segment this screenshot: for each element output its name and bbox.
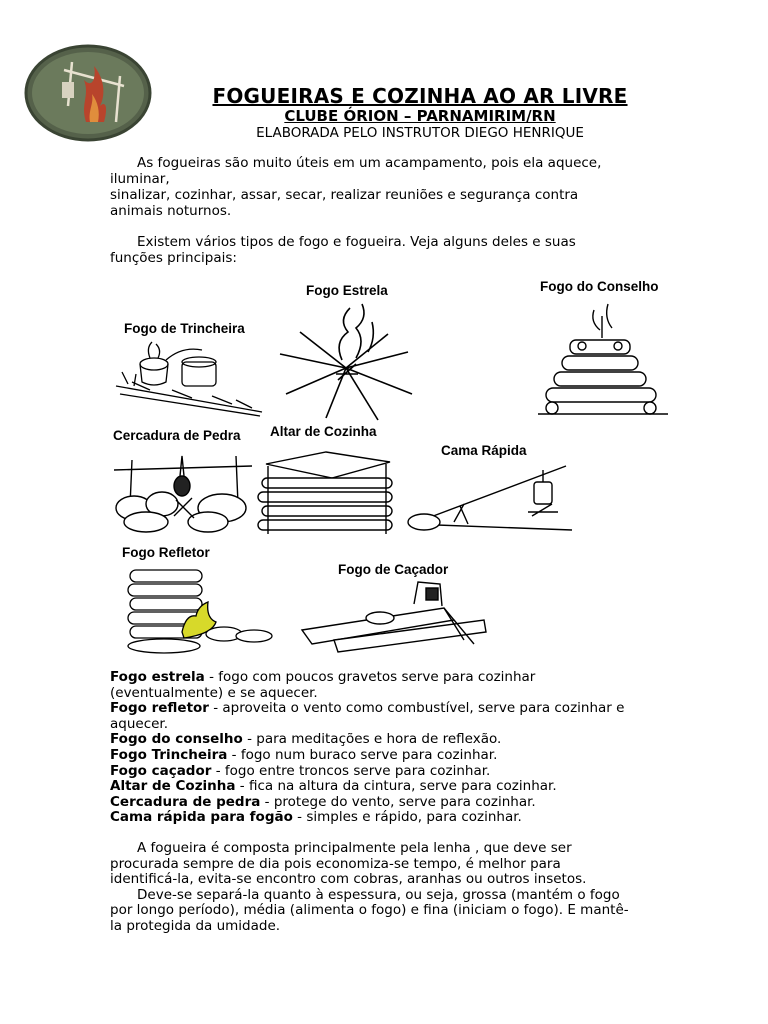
definition-text: - fogo com poucos gravetos serve para cozinhar: [204, 669, 536, 685]
cooking-altar-illustration: [254, 448, 398, 540]
closing-line: por longo período), média (alimenta o fogo) e fina (iniciam o fogo). E mantê-: [110, 902, 629, 919]
closing-line: A fogueira é composta principalmente pela lenha , que deve ser: [137, 840, 572, 856]
intro2-line: Existem vários tipos de fogo e fogueira. Veja alguns deles e suas: [137, 234, 576, 250]
closing-line: procurada sempre de dia pois economiza-se tempo, é melhor para: [110, 855, 561, 872]
intro-line: sinalizar, cozinhar, assar, secar, realizar reuniões e segurança contra: [110, 187, 579, 203]
definition-continuation: aquecer.: [110, 715, 169, 732]
closing-paragraphs: [110, 841, 670, 935]
definition-text: - protege do vento, serve para cozinhar.: [260, 793, 536, 810]
definition-item: [110, 732, 690, 748]
intro-line: iluminar,: [110, 171, 170, 187]
definition-term: Fogo estrela: [110, 669, 205, 685]
page-title: FOGUEIRAS E COZINHA AO AR LIVRE: [212, 84, 628, 108]
quick-bed-fire-illustration: [402, 460, 578, 536]
definition-text: - simples e rápido, para cozinhar.: [292, 809, 522, 826]
definition-term: Fogo caçador: [110, 762, 212, 779]
reflector-fire-illustration: [124, 562, 276, 656]
definition-text: - fogo num buraco serve para cozinhar.: [227, 746, 498, 763]
definition-item: [110, 748, 690, 764]
hunter-fire-illustration: [294, 580, 490, 656]
definition-term: Fogo Trincheira: [110, 746, 228, 763]
closing-line: Deve-se separá-la quanto à espessura, ou seja, grossa (mantém o fogo: [137, 886, 620, 903]
definition-text: - para meditações e hora de reflexão.: [242, 731, 502, 748]
definition-term: Altar de Cozinha: [110, 778, 236, 795]
fire-definitions-list: [110, 670, 690, 826]
intro-line: As fogueiras são muito úteis em um acampamento, pois ela aquece,: [137, 155, 602, 171]
definition-term: Fogo refletor: [110, 700, 209, 717]
label-fogo-estrela: Fogo Estrela: [306, 283, 388, 298]
intro2-paragraph: [110, 234, 670, 266]
definition-text: - fica na altura da cintura, serve para cozinhar.: [235, 778, 557, 795]
definition-item: [110, 795, 690, 811]
campfire-cooking-badge-icon: [24, 44, 152, 142]
definition-item: [110, 701, 690, 717]
definition-item: [110, 764, 690, 780]
trench-fire-illustration: [112, 338, 272, 418]
definition-term: Cercadura de pedra: [110, 793, 261, 810]
closing-line: identificá-la, evita-se encontro com cobras, aranhas ou outros insetos.: [110, 871, 587, 888]
label-fogo-trincheira: Fogo de Trincheira: [124, 321, 245, 336]
intro-line: animais noturnos.: [110, 203, 232, 219]
definition-term: Cama rápida para fogão: [110, 809, 293, 826]
label-cama-rapida: Cama Rápida: [441, 443, 527, 458]
definition-continuation: (eventualmente) e se aquecer.: [110, 684, 318, 701]
label-fogo-refletor: Fogo Refletor: [122, 545, 210, 560]
definition-text: - fogo entre troncos serve para cozinhar.: [211, 762, 491, 779]
intro-paragraph: [110, 155, 670, 219]
label-fogo-conselho: Fogo do Conselho: [540, 279, 659, 294]
council-fire-illustration: [532, 298, 674, 418]
label-fogo-cacador: Fogo de Caçador: [338, 562, 449, 577]
definition-text: - aproveita o vento como combustível, serve para cozinhar e: [208, 700, 625, 717]
definition-item: [110, 779, 690, 795]
stone-circle-fire-illustration: [110, 446, 260, 536]
club-subtitle: CLUBE ÓRION – PARNAMIRIM/RN: [284, 107, 556, 125]
definition-item: [110, 670, 690, 686]
intro2-line: funções principais:: [110, 250, 237, 266]
definition-item: [110, 810, 690, 826]
label-altar-cozinha: Altar de Cozinha: [270, 424, 377, 439]
star-fire-illustration: [276, 302, 416, 422]
label-cercadura-pedra: Cercadura de Pedra: [113, 428, 241, 443]
definition-term: Fogo do conselho: [110, 731, 243, 748]
author-line: ELABORADA PELO INSTRUTOR DIEGO HENRIQUE: [256, 125, 584, 141]
closing-line: la protegida da umidade.: [110, 917, 281, 934]
